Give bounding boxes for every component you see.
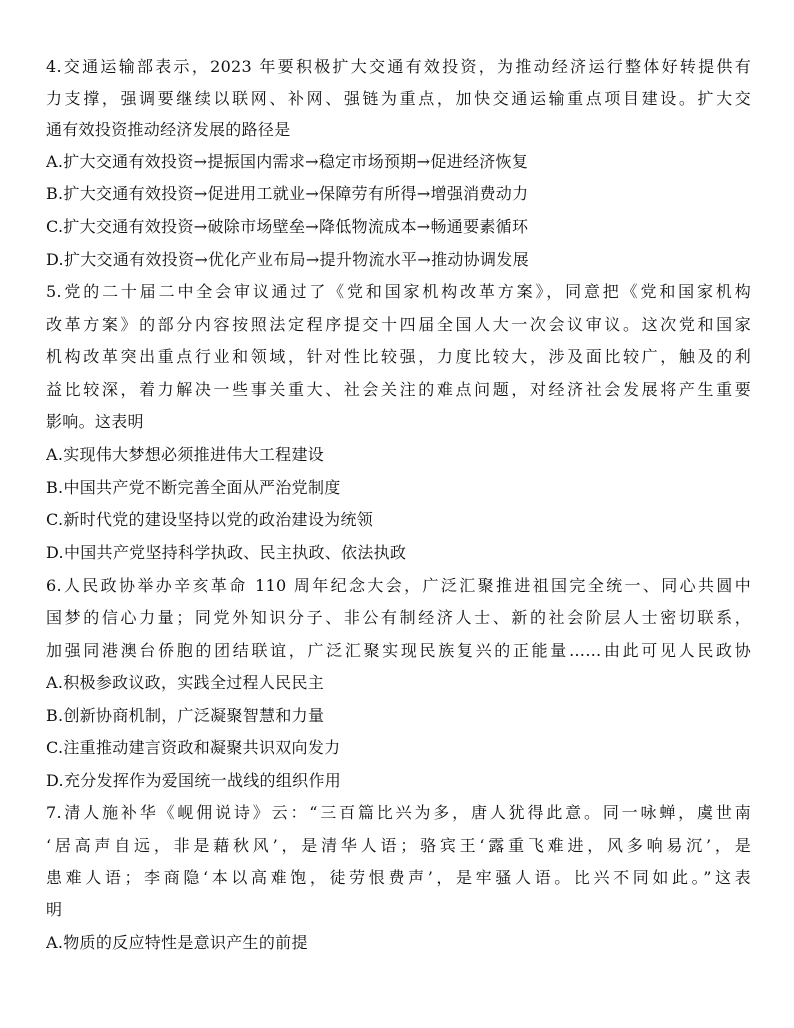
question-5-option-b: B.中国共产党不断完善全面从严治党制度 [46, 478, 341, 497]
question-7-stem-line-3: 患难人语；李商隐‘本以高难饱，徒劳恨费声’，是牢骚人语。比兴不同如此。”这表 [46, 868, 751, 887]
question-4-stem-line-3: 通有效投资推动经济发展的路径是 [46, 120, 291, 139]
question-6-stem-line-1: 6.人民政协举办辛亥革命 110 周年纪念大会，广泛汇聚推进祖国完全统一、同心共圆中 [46, 576, 751, 595]
question-6-option-d: D.充分发挥作为爱国统一战线的组织作用 [46, 771, 342, 790]
question-7-option-a: A.物质的反应特性是意识产生的前提 [46, 933, 308, 952]
question-5-stem-line-3: 机构改革突出重点行业和领域，针对性比较强，力度比较大，涉及面比较广，触及的利 [46, 347, 751, 366]
question-5-stem-line-4: 益比较深，着力解决一些事关重大、社会关注的难点问题，对经济社会发展将产生重要 [46, 380, 751, 399]
question-5-stem-line-5: 影响。这表明 [46, 412, 144, 431]
question-4-stem-line-2: 力支撑，强调要继续以联网、补网、强链为重点，加快交通运输重点项目建设。扩大交 [46, 89, 751, 108]
question-5-option-d: D.中国共产党坚持科学执政、民主执政、依法执政 [46, 543, 407, 562]
question-7-stem-line-1: 7.清人施补华《岘佣说诗》云：“三百篇比兴为多，唐人犹得此意。同一咏蝉，虞世南 [46, 803, 751, 822]
question-7-stem-line-2: ‘居高声自远，非是藉秋风’，是清华人语；骆宾王‘露重飞难进，风多响易沉’，是 [46, 836, 751, 855]
question-6-option-b: B.创新协商机制，广泛凝聚智慧和力量 [46, 706, 325, 725]
question-4-option-d: D.扩大交通有效投资→优化产业布局→提升物流水平→推动协调发展 [46, 250, 529, 269]
question-5-stem-line-2: 改革方案》的部分内容按照法定程序提交十四届全国人大一次会议审议。这次党和国家 [46, 315, 751, 334]
question-4-option-c: C.扩大交通有效投资→破除市场壁垒→降低物流成本→畅通要素循环 [46, 217, 529, 236]
question-4-option-a: A.扩大交通有效投资→提振国内需求→稳定市场预期→促进经济恢复 [46, 152, 529, 171]
question-5-option-c: C.新时代党的建设坚持以党的政治建设为统领 [46, 510, 374, 529]
question-5-option-a: A.实现伟大梦想必须推进伟大工程建设 [46, 445, 325, 464]
question-6-stem-line-2: 国梦的信心力量；同党外知识分子、非公有制经济人士、新的社会阶层人士密切联系， [46, 608, 751, 627]
question-6-option-a: A.积极参政议政，实践全过程人民民主 [46, 673, 325, 692]
question-6-stem-line-3: 加强同港澳台侨胞的团结联谊，广泛汇聚实现民族复兴的正能量……由此可见人民政协 [46, 641, 751, 660]
question-6-option-c: C.注重推动建言资政和凝聚共识双向发力 [46, 738, 341, 757]
question-5-stem-line-1: 5.党的二十届二中全会审议通过了《党和国家机构改革方案》，同意把《党和国家机构 [46, 282, 751, 301]
question-4-option-b: B.扩大交通有效投资→促进用工就业→保障劳有所得→增强消费动力 [46, 184, 529, 203]
question-7-stem-line-4: 明 [46, 900, 63, 919]
question-4-stem-line-1: 4.交通运输部表示，2023 年要积极扩大交通有效投资，为推动经济运行整体好转提供有 [46, 57, 751, 76]
